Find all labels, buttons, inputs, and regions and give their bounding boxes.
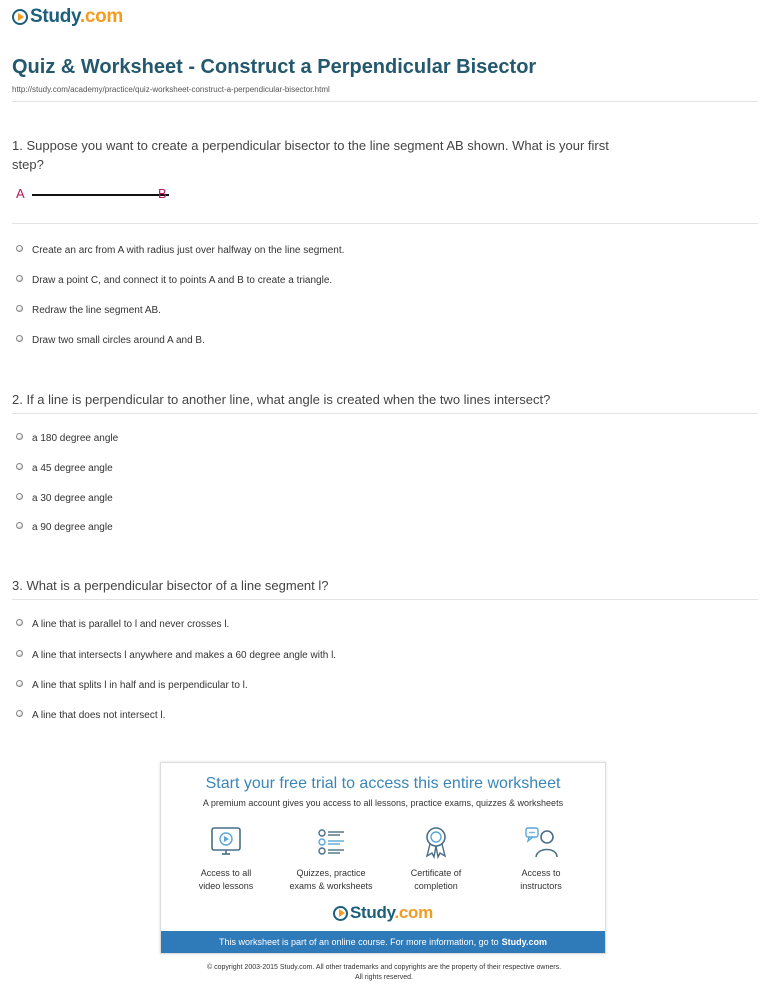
point-b-label: B xyxy=(158,186,167,201)
certificate-icon xyxy=(419,825,453,859)
q2-option-2[interactable] xyxy=(16,463,113,474)
question-1 xyxy=(12,136,612,174)
question-2 xyxy=(12,390,712,409)
q1-option-4[interactable] xyxy=(16,335,205,346)
divider xyxy=(12,223,758,224)
feature-line-1: Access to xyxy=(521,868,561,878)
radio-button[interactable] xyxy=(16,710,23,717)
q2-option-1[interactable] xyxy=(16,433,118,444)
q3-option-4[interactable] xyxy=(16,710,165,721)
q2-option-3[interactable] xyxy=(16,493,113,504)
radio-button[interactable] xyxy=(16,522,23,529)
feature-line-1: Quizzes, practice xyxy=(296,868,366,878)
question-3-text: 3. What is a perpendicular bisector of a line segment l? xyxy=(12,578,329,593)
study-logo[interactable] xyxy=(12,6,123,28)
feature-certificate xyxy=(384,825,488,893)
radio-button[interactable] xyxy=(16,335,23,342)
feature-line-1: Certificate of xyxy=(410,868,462,878)
radio-button[interactable] xyxy=(16,245,23,252)
point-a-label: A xyxy=(16,186,25,201)
radio-button[interactable] xyxy=(16,305,23,312)
feature-line-2: video lessons xyxy=(198,881,254,891)
radio-button[interactable] xyxy=(16,463,23,470)
quiz-list-icon xyxy=(314,825,348,859)
q3-option-1[interactable] xyxy=(16,619,229,630)
option-label: Draw two small circles around A and B. xyxy=(32,335,205,346)
feature-line-2: completion xyxy=(414,881,458,891)
divider xyxy=(12,599,758,600)
promo-subtitle: A premium account gives you access to all lessons, practice exams, quizzes & worksheets xyxy=(202,798,564,808)
promo-title[interactable]: Start your free trial to access this entire worksheet xyxy=(205,775,561,792)
q1-option-1[interactable] xyxy=(16,245,344,256)
play-logo-icon xyxy=(333,906,348,921)
page-title: Quiz & Worksheet - Construct a Perpendicular Bisector xyxy=(12,56,537,78)
divider xyxy=(12,413,758,414)
q3-option-2[interactable] xyxy=(16,650,336,661)
option-label: Redraw the line segment AB. xyxy=(32,305,161,316)
radio-button[interactable] xyxy=(16,680,23,687)
q1-option-2[interactable] xyxy=(16,275,332,286)
option-label: a 45 degree angle xyxy=(32,463,113,474)
feature-quizzes xyxy=(279,825,383,893)
radio-button[interactable] xyxy=(16,493,23,500)
radio-button[interactable] xyxy=(16,275,23,282)
radio-button[interactable] xyxy=(16,433,23,440)
option-label: a 90 degree angle xyxy=(32,522,113,533)
play-logo-icon xyxy=(12,9,28,25)
question-3 xyxy=(12,576,612,595)
instructors-icon xyxy=(524,825,558,859)
option-label: a 180 degree angle xyxy=(32,433,119,444)
radio-button[interactable] xyxy=(16,619,23,626)
option-label: Create an arc from A with radius just over halfway on the line segment. xyxy=(32,245,345,256)
option-label: A line that does not intersect l. xyxy=(32,710,166,721)
option-label: A line that intersects l anywhere and makes a 60 degree angle with l. xyxy=(32,650,337,661)
copyright-footer xyxy=(0,963,768,983)
q3-option-3[interactable] xyxy=(16,680,248,691)
option-label: A line that splits l in half and is perpendicular to l. xyxy=(32,680,248,691)
brand-name: Study xyxy=(350,903,395,922)
option-label: A line that is parallel to l and never crosses l. xyxy=(32,619,230,630)
feature-video-lessons xyxy=(174,825,278,893)
brand-suffix: .com xyxy=(79,6,124,27)
promo-info-bar xyxy=(161,931,605,953)
video-lessons-icon xyxy=(209,825,243,859)
feature-line-2: instructors xyxy=(520,881,562,891)
promo-bar-text: This worksheet is part of an online course. For more information, go to xyxy=(219,937,499,947)
question-2-text: 2. If a line is perpendicular to another line, what angle is created when the two lines intersect? xyxy=(12,392,551,407)
free-trial-promo xyxy=(160,762,606,954)
feature-line-1: Access to all xyxy=(200,868,252,878)
page-url: http://study.com/academy/practice/quiz-worksheet-construct-a-perpendicular-bisector.html xyxy=(12,85,330,94)
brand-suffix: .com xyxy=(394,903,433,922)
promo-bar-link[interactable]: Study.com xyxy=(501,937,547,947)
q1-option-3[interactable] xyxy=(16,305,161,316)
rights-line: All rights reserved. xyxy=(355,974,413,981)
option-label: Draw a point C, and connect it to points A and B to create a triangle. xyxy=(32,275,333,286)
question-1-text: 1. Suppose you want to create a perpendicular bisector to the line segment AB shown. What is your first step? xyxy=(12,138,609,172)
divider xyxy=(12,101,758,102)
copyright-line: © copyright 2003-2015 Study.com. All other trademarks and copyrights are the property of their respective owners. xyxy=(206,964,562,971)
feature-instructors xyxy=(489,825,593,893)
feature-line-2: exams & worksheets xyxy=(289,881,373,891)
radio-button[interactable] xyxy=(16,650,23,657)
option-label: a 30 degree angle xyxy=(32,493,113,504)
segment-line xyxy=(32,194,169,196)
promo-study-logo[interactable] xyxy=(161,903,605,923)
brand-name: Study xyxy=(30,6,80,27)
q2-option-4[interactable] xyxy=(16,522,113,533)
segment-figure xyxy=(16,186,186,204)
